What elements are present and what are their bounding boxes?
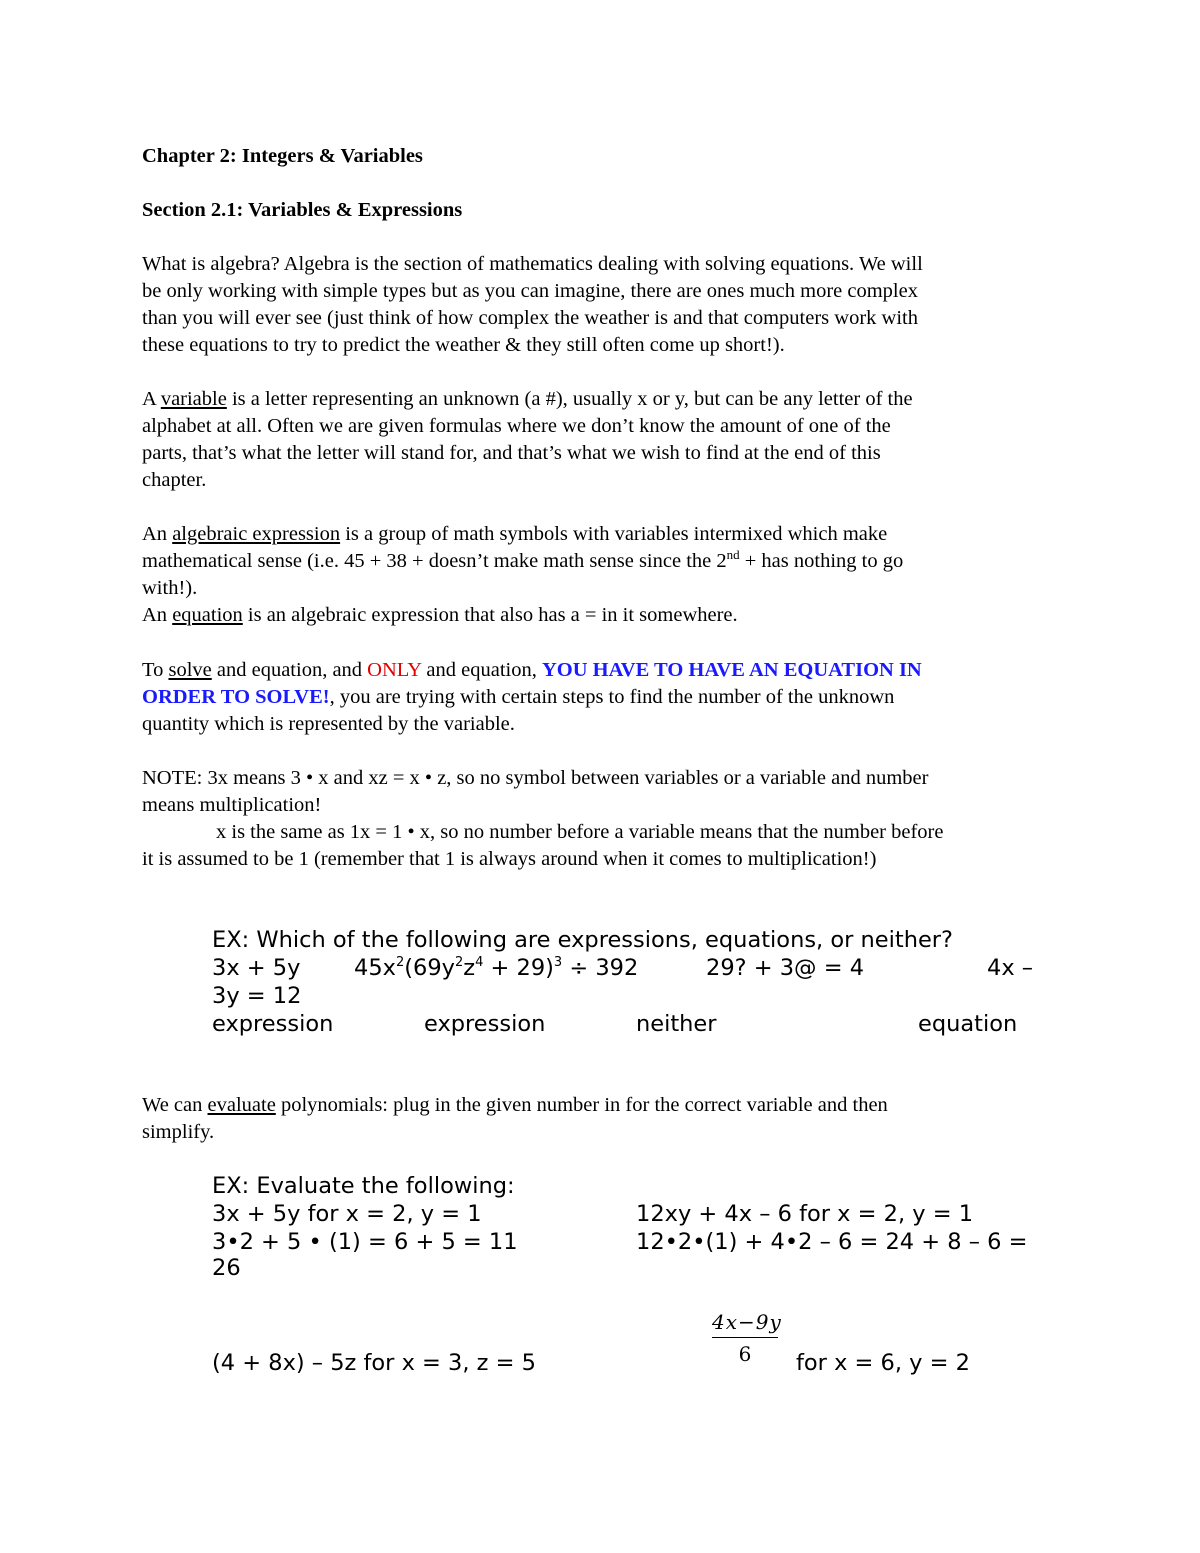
example-item: 3y = 12	[212, 983, 302, 1009]
text-line: A variable is a letter representing an unknown (a #), usually x or y, but can be any letter of the	[142, 388, 913, 410]
example-item: 3x + 5y	[212, 955, 301, 981]
answer-label: equation	[918, 1011, 1018, 1037]
text-line: chapter.	[142, 469, 207, 491]
section-title: Section 2.1: Variables & Expressions	[142, 199, 463, 221]
fraction	[712, 1310, 782, 1366]
text-line: An equation is an algebraic expression that also has a = in it somewhere.	[142, 604, 738, 626]
text-line: be only working with simple types but as you can imagine, there are ones much more complex	[142, 280, 918, 302]
fraction-denominator: 6	[738, 1342, 752, 1366]
text-line: ORDER TO SOLVE!, you are trying with certain steps to find the number of the unknown	[142, 686, 895, 708]
text-line: mathematical sense (i.e. 45 + 38 + doesn’t make math sense since the 2nd + has nothing to go	[142, 547, 904, 572]
example-item: 4x –	[987, 955, 1034, 981]
text-line: alphabet at all. Often we are given formulas where we don’t know the amount of one of the	[142, 415, 891, 437]
superscript: nd	[726, 547, 740, 563]
example-problem: 3x + 5y for x = 2, y = 1	[212, 1201, 482, 1227]
term-evaluate: evaluate	[207, 1094, 276, 1116]
example-solution: 3•2 + 5 • (1) = 6 + 5 = 11	[212, 1229, 518, 1255]
text-line: quantity which is represented by the variable.	[142, 713, 515, 735]
example-item: 29? + 3@ = 4	[706, 955, 865, 981]
text-line: To solve and equation, and ONLY and equation, YOU HAVE TO HAVE AN EQUATION IN	[142, 659, 922, 681]
term-algebraic-expression: algebraic expression	[172, 523, 341, 545]
text-line: NOTE: 3x means 3 • x and xz = x • z, so no symbol between variables or a variable and number	[142, 767, 929, 789]
term-variable: variable	[160, 388, 227, 410]
only-emphasis: ONLY	[367, 659, 422, 681]
text-line: What is algebra? Algebra is the section of mathematics dealing with solving equations. We will	[142, 253, 923, 275]
fraction-bar	[712, 1337, 778, 1338]
text-line: these equations to try to predict the weather & they still often come up short!).	[142, 334, 785, 356]
text-line: parts, that’s what the letter will stand for, and that’s what we wish to find at the end of this	[142, 442, 881, 464]
text-line: An algebraic expression is a group of math symbols with variables intermixed which make	[142, 523, 888, 545]
bold-emphasis: ORDER TO SOLVE!	[142, 686, 330, 708]
example-problem: for x = 6, y = 2	[796, 1350, 970, 1376]
example-solution: 26	[212, 1255, 241, 1281]
example-title: EX: Evaluate the following:	[212, 1173, 515, 1199]
term-equation: equation	[172, 604, 243, 626]
text-line: simplify.	[142, 1121, 215, 1143]
text-line: x is the same as 1x = 1 • x, so no number before a variable means that the number before	[216, 821, 944, 843]
example-item: $45x^2(69y^2z^4 + 29)^3 \div 392$	[354, 955, 639, 981]
fraction-numerator: 4x−9y	[712, 1310, 782, 1334]
term-solve: solve	[168, 659, 212, 681]
answer-label: expression	[212, 1011, 334, 1037]
text-line: it is assumed to be 1 (remember that 1 is always around when it comes to multiplication!)	[142, 848, 877, 870]
chapter-title: Chapter 2: Integers & Variables	[142, 145, 423, 167]
bold-emphasis: YOU HAVE TO HAVE AN EQUATION IN	[542, 659, 922, 681]
text-line: We can evaluate polynomials: plug in the given number in for the correct variable and then	[142, 1094, 888, 1116]
answer-label: expression	[424, 1011, 546, 1037]
example-title: EX: Which of the following are expressions, equations, or neither?	[212, 927, 953, 953]
text-line: means multiplication!	[142, 794, 322, 816]
text-line: than you will ever see (just think of how complex the weather is and that computers work with	[142, 307, 918, 329]
answer-label: neither	[636, 1011, 717, 1037]
example-problem: (4 + 8x) – 5z for x = 3, z = 5	[212, 1350, 536, 1376]
example-problem: 12xy + 4x – 6 for x = 2, y = 1	[636, 1201, 974, 1227]
example-solution: 12•2•(1) + 4•2 – 6 = 24 + 8 – 6 =	[636, 1229, 1028, 1255]
text-line: with!).	[142, 577, 198, 599]
